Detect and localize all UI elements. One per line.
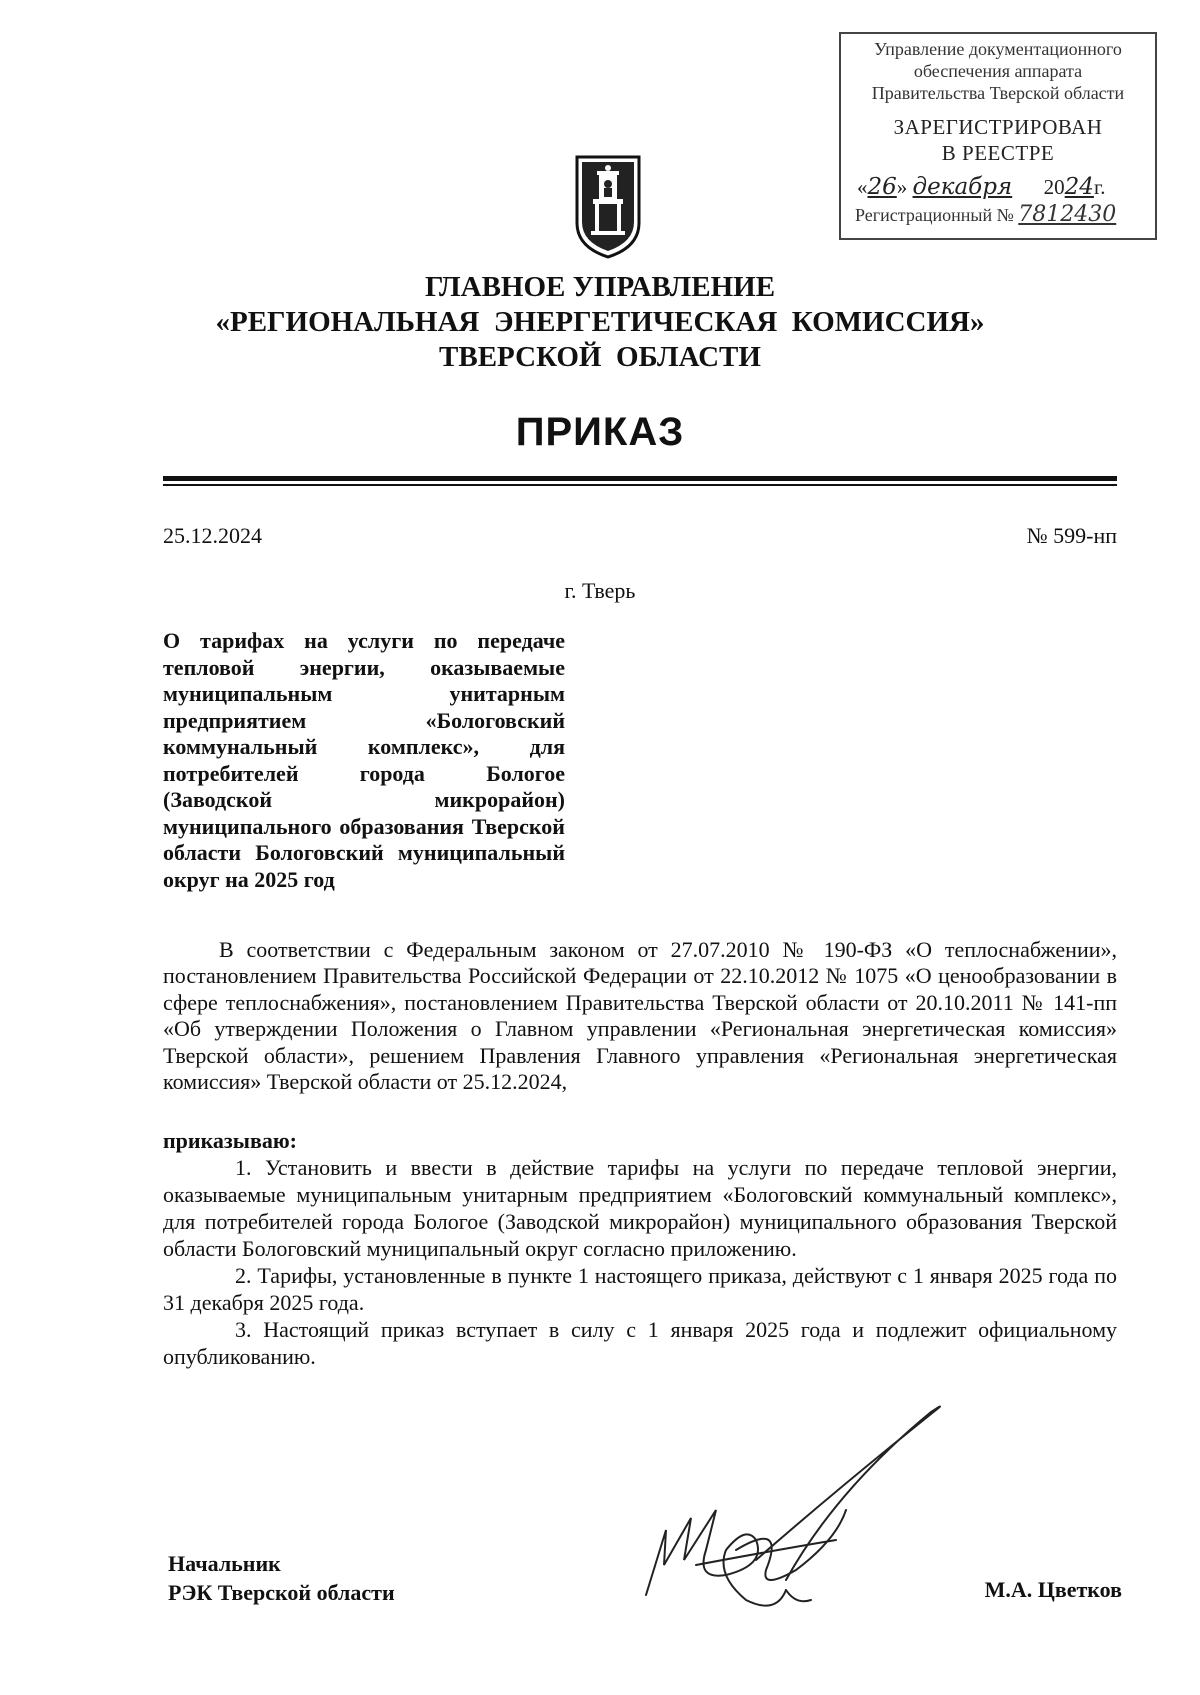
- stamp-number-row: [841, 204, 1155, 226]
- document-number: № 599-нп: [1026, 523, 1117, 548]
- stamp-month: декабря: [912, 174, 1013, 200]
- document-subject: О тарифах на услуги по передаче тепловой энергии, оказываемые муниципальным унитарным предприятием «Бологовский коммунальный комплекс», для потребителей города Бологое (Заводской микрорайон) муниципального образования Тверской области Бологовский муниципальный округ на 2025 год: [163, 628, 565, 892]
- stamp-registered: [841, 114, 1155, 166]
- stamp-line-2: обеспечения аппарата: [913, 61, 1083, 81]
- document-date: 25.12.2024: [163, 523, 262, 548]
- registration-stamp: [839, 32, 1157, 240]
- order-point: 3. Настоящий приказ вступает в силу с 1 января 2025 года и подлежит официальному опубликованию.: [163, 1317, 1117, 1369]
- organization-line-1: ГЛАВНОЕ УПРАВЛЕНИЕ: [424, 271, 776, 303]
- stamp-line-1: Управление документационного: [874, 39, 1122, 59]
- document-type-title: ПРИКАЗ: [515, 410, 685, 454]
- order-word: приказываю:: [163, 1128, 297, 1153]
- signatory-position-line-2: РЭК Тверской области: [168, 1580, 395, 1605]
- stamp-registered-line-2: В РЕЕСТРЕ: [941, 141, 1055, 165]
- organization-name: [0, 270, 1200, 375]
- stamp-year-suffix: 24: [1064, 174, 1094, 200]
- order-point: 2. Тарифы, установленные в пункте 1 настоящего приказа, действуют с 1 января 2025 года по 31 декабря 2025 года.: [163, 1263, 1117, 1315]
- signatory-position-line-1: Начальник: [168, 1551, 281, 1576]
- stamp-day: 26: [867, 174, 897, 200]
- stamp-line-3: Правительства Тверской области: [871, 83, 1125, 103]
- stamp-number-value: 7812430: [1018, 202, 1117, 227]
- coat-of-arms-icon: [575, 155, 641, 259]
- organization-line-2: «РЕГИОНАЛЬНАЯ ЭНЕРГЕТИЧЕСКАЯ КОМИССИЯ»: [215, 306, 985, 338]
- stamp-registered-line-1: ЗАРЕГИСТРИРОВАН: [893, 115, 1103, 139]
- stamp-date: «26» декабря 2024г.: [857, 174, 1106, 200]
- stamp-year-prefix: 20: [1043, 175, 1065, 199]
- header-rule-thick: [163, 476, 1117, 481]
- stamp-year-unit: г.: [1093, 175, 1106, 199]
- organization-line-3: ТВЕРСКОЙ ОБЛАСТИ: [439, 341, 761, 373]
- signatory-name: М.А. Цветков: [984, 1577, 1122, 1602]
- stamp-number-label: Регистрационный №: [855, 205, 1014, 225]
- handwritten-signature: [636, 1400, 956, 1620]
- signatory-position: [168, 1549, 395, 1607]
- order-point: 1. Установить и ввести в действие тарифы на услуги по передаче тепловой энергии, оказываемые муниципальным унитарным предприятием «Бологовский коммунальный комплекс», для потребителей города Бологое (Заводской микрорайон) муниципального образования Тверской области Бологовский муниципальный округ согласно приложению.: [163, 1155, 1117, 1261]
- header-rule-thin: [163, 484, 1117, 486]
- preamble-paragraph: В соответствии с Федеральным законом от 27.07.2010 № 190-ФЗ «О теплоснабжении», постановлением Правительства Российской Федерации от 22.10.2012 № 1075 «О ценообразовании в сфере теплоснабжения», постановлением Правительства Тверской области от 20.10.2011 № 141-пп «Об утверждении Положения о Главном управлении «Региональная энергетическая комиссия» Тверской области», решением Правления Главного управления «Региональная энергетическая комиссия» Тверской области от 25.12.2024,: [163, 937, 1117, 1095]
- order-points: [163, 1154, 1117, 1370]
- document-city: г. Тверь: [564, 578, 636, 603]
